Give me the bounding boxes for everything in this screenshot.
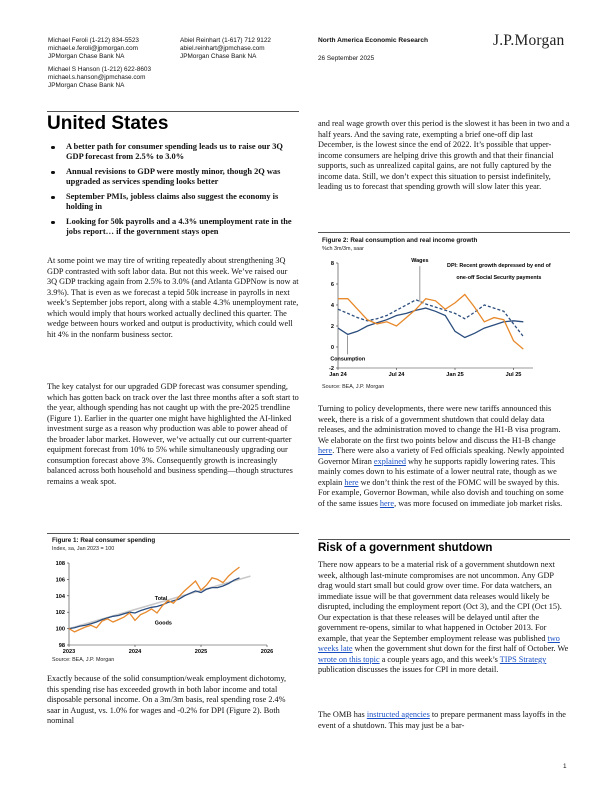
- chart-annotation: one-off Social Security payments: [456, 274, 542, 281]
- page-title: United States: [47, 113, 169, 134]
- left-para-1: At some point we may tire of writing repeatedly about strengthening 3Q GDP contrasted with soft labor data. But not this week. We’ve raised our 3Q GDP tracking again from 2.5% to 3.0% (and Atlanta GDPNow is now at 3.9%). That is even as we forecast a tepid 50k increase in payrolls in next week’s September jobs report, along with a stable 4.3% unemployment rate, which would imply that hours worked actually declined this quarter. The wedge between hours worked and output is productivity, which could well hit 4% in the nonfarm business sector.: [47, 256, 299, 339]
- right-para-4: The OMB has instructed agencies to prepare permanent mass layoffs in the event of a shutdown. This may just be a bar-: [318, 710, 566, 730]
- chart-annotation: Goods: [154, 620, 172, 627]
- figure-1-source: Source: BEA, J.P. Morgan: [52, 657, 115, 663]
- figure-2-chart: [318, 253, 570, 385]
- x-tick-label: Jul 24: [388, 372, 405, 378]
- section-rule: [318, 539, 570, 540]
- left-para-3: Exactly because of the solid consumption/weak employment dichotomy, this spending rise has exceeded growth in both labor income and total disposable personal income. On a 3m/3m basis, real spending rose 2.4% saar in August, vs. 1.0% for wages and -0.2% for DPI (Figure 2). Both nominal: [47, 674, 287, 726]
- title-rule: [47, 111, 299, 112]
- figure-1-subtitle: Index, sa, Jan 2023 = 100: [52, 546, 115, 552]
- analyst-1-firm: JPMorgan Chase Bank NA: [48, 53, 125, 61]
- y-tick-label: 100: [55, 626, 65, 633]
- x-tick-label: 2026: [260, 649, 274, 655]
- x-tick-label: 2025: [194, 649, 208, 655]
- chart-annotation: Wages: [411, 257, 429, 264]
- figure-1-title: Figure 1: Real consumer spending: [52, 537, 156, 544]
- wrote-on-topic-link[interactable]: wrote on this topic: [318, 654, 380, 664]
- key-points-list: [47, 142, 299, 242]
- key-point: Looking for 50k payrolls and a 4.3% unemployment rate in the jobs report… if the government stays open: [47, 217, 299, 237]
- chart-annotation: Consumption: [330, 356, 366, 363]
- series-line-consumption: [338, 308, 523, 337]
- chart-annotation: Total: [154, 595, 168, 602]
- report-date: 26 September 2025: [318, 55, 375, 62]
- key-point: Annual revisions to GDP were mostly minor, though 2Q was upgraded as services spending looks better: [47, 167, 299, 187]
- figure-1-chart: [47, 555, 299, 658]
- y-tick-label: 4: [330, 303, 334, 309]
- right-para-2: Turning to policy developments, there were new tariffs announced this week, there is a risk of a government shutdown that could delay data releases, and the administration moved to change the H1-B visa program. We elaborate on the first two points below and discuss the H1-B change here. There were also a variety of Fed officials speaking. Newly appointed Governor Miran explained why he supports rapidly lowering rates. This mainly comes down to his estimate of a lower neutral rate, though as we explain here we don’t think the rest of the FOMC will be swayed by this. For example, Governor Bowman, while also dovish and touching on some of the same issues here, was more focused on immediate job market risks.: [318, 404, 564, 508]
- neutral-rate-link[interactable]: here: [344, 477, 359, 487]
- y-tick-label: 108: [55, 561, 65, 567]
- report-name: North America Economic Research: [318, 37, 429, 44]
- key-point: September PMIs, jobless claims also suggest the economy is holding in: [47, 192, 299, 212]
- y-tick-label: 102: [55, 610, 65, 617]
- y-tick-label: 8: [330, 261, 334, 267]
- miran-explained-link[interactable]: explained: [373, 456, 406, 466]
- figure-2-source: Source: BEA, J.P. Morgan: [322, 384, 385, 390]
- y-tick-label: 106: [55, 577, 65, 584]
- figure-2-subtitle: %ch 3m/3m, saar: [322, 246, 364, 252]
- right-para-3: There now appears to be a material risk of a government shutdown next week, although last-minute compromises are not uncommon. Any GDP drag would start small but could grow over time. For data watchers, an immediate issue will be that government data releases would likely be disrupted, including the employment report (Oct 3), and the CPI (Oct 15). Our expectation is that these releases will be delayed until after the government re-opens, similar to what happened in October 2013. For example, that year the September employment release was published two weeks late when the government shut down for the first half of October. We wrote on this topic a couple years ago, and this week’s TIPS Strategy publication discusses the issues for CPI in more detail.: [318, 560, 569, 675]
- analyst-2-block: [48, 66, 151, 91]
- x-tick-label: 2023: [62, 649, 76, 655]
- y-tick-label: 0: [330, 345, 334, 351]
- x-tick-label: Jan 25: [446, 372, 464, 378]
- left-para-2: The key catalyst for our upgraded GDP forecast was consumer spending, which has gotten back on track over the last three months after a soft start to the year, although spending has not caught up with the pre-2025 trendline (Figure 1). Earlier in the quarter one might have highlighted the AI-linked investment surge as a reason why production was able to power ahead of the broader labor market. However, we’ve actually cut our current-quarter equipment forecast from 10% to 5% while simultaneously upgrading our consumption forecast above 3%. Consequently growth is increasingly balanced across both household and business spending—though structures remains a weak spot.: [47, 382, 299, 486]
- analyst-3-email[interactable]: abiel.reinhart@jpmchase.com: [180, 45, 265, 53]
- analyst-3-firm: JPMorgan Chase Bank NA: [180, 53, 257, 61]
- y-tick-label: -2: [329, 366, 334, 372]
- analyst-3-line: Abiel Reinhart (1-617) 712 9122: [180, 37, 271, 44]
- figure-2-title: Figure 2: Real consumption and real income growth: [322, 237, 478, 244]
- y-tick-label: 6: [330, 282, 334, 288]
- key-point: A better path for consumer spending leads us to raise our 3Q GDP forecast from 2.5% to 3.0%: [47, 142, 299, 162]
- x-tick-label: Jan 24: [329, 372, 347, 378]
- x-tick-label: Jul 25: [505, 372, 522, 378]
- series-line-dpi: [338, 295, 523, 350]
- analyst-3-block: [180, 37, 271, 62]
- two-weeks-late-link[interactable]: two weeks late: [318, 633, 560, 654]
- analyst-2-firm: JPMorgan Chase Bank NA: [48, 82, 125, 90]
- instructed-agencies-link[interactable]: instructed agencies: [366, 710, 430, 719]
- analyst-2-line: Michael S Hanson (1-212) 622-8603: [48, 66, 152, 73]
- bowman-link[interactable]: here: [379, 498, 395, 508]
- figure-2-rule: [318, 232, 570, 233]
- analyst-2-email[interactable]: michael.s.hanson@jpmchase.com: [48, 74, 146, 82]
- figure-1-rule: [47, 533, 299, 534]
- chart-annotation: DPI: Recent growth depressed by end of: [447, 263, 551, 270]
- page-number: 1: [563, 763, 567, 770]
- y-tick-label: 2: [330, 324, 334, 330]
- right-para-1: and real wage growth over this period is the slowest it has been in two and a half years. And the saving rate, exempting a brief one-off dip last December, is the lowest since the end of 2022. It’s possible that upper-income consumers are helping drive this growth and that their financial supports, such as unrealized capital gains, are not fully captured by the income data. Still, we don’t expect this situation to persist indefinitely, leading us to forecast that spending growth will slow later this year.: [318, 119, 570, 192]
- section-heading-shutdown: Risk of a government shutdown: [318, 542, 493, 554]
- analyst-1-email[interactable]: michael.e.feroli@jpmorgan.com: [48, 45, 138, 53]
- jpmorgan-logo: J.P.Morgan: [493, 32, 565, 49]
- x-tick-label: 2024: [128, 649, 142, 655]
- analyst-1-line: Michael Feroli (1-212) 834-5523: [48, 37, 139, 44]
- y-tick-label: 104: [55, 593, 65, 600]
- tips-strategy-link[interactable]: TIPS Strategy: [499, 654, 547, 664]
- y-tick-label: 98: [58, 643, 65, 649]
- analyst-1-block: [48, 37, 139, 62]
- h1b-link[interactable]: here: [318, 446, 333, 456]
